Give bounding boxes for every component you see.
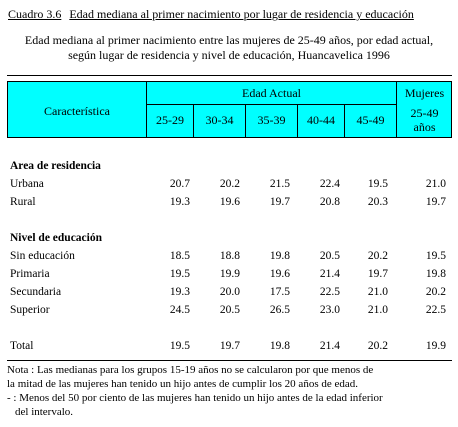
cell-30-34: 19.7 [219,340,240,352]
cell-mujeres: 20.2 [425,286,446,298]
table-notes [7,363,452,419]
row-label: Superior [10,304,50,316]
cell-45-49: 21.0 [367,304,388,316]
cell-45-49: 20.2 [367,340,388,352]
cell-40-44: 21.4 [319,268,340,280]
note-line-4: del intervalo. [15,406,74,418]
cell-45-49: 20.3 [367,196,388,208]
bottom-rule [7,360,452,361]
header-subrule [146,104,396,105]
table-row [0,176,458,192]
cell-mujeres: 19.9 [425,340,446,352]
row-label: Secundaria [10,286,62,298]
cell-45-49: 19.5 [367,178,388,190]
header-mujeres-range: 25-49 [410,106,439,120]
cell-30-34: 18.8 [219,250,240,262]
cell-40-44: 20.5 [319,250,340,262]
note-line-1: Nota : Las medianas para los grupos 15-19 años no se calcularon por que menos de [7,364,374,376]
header-age-30-34: 30-34 [205,113,234,127]
cell-25-29: 20.7 [169,178,190,190]
cell-45-49: 20.2 [367,250,388,262]
section-row [0,158,458,174]
cell-35-39: 19.8 [269,250,290,262]
cell-40-44: 22.5 [319,286,340,298]
table-row [0,248,458,264]
row-label: Urbana [10,178,44,190]
cell-40-44: 23.0 [319,304,340,316]
subtitle-line-2: según lugar de residencia y nivel de educación, Huancavelica 1996 [68,48,390,62]
header-mujeres-unit: años [413,120,436,134]
row-label: Sin educación [10,250,75,262]
cell-30-34: 20.5 [219,304,240,316]
section-label-residencia: Area de residencia [10,160,101,172]
table-header [7,81,452,138]
row-label: Rural [10,196,36,208]
cell-30-34: 20.0 [219,286,240,298]
header-mujeres: Mujeres [404,86,445,100]
cell-30-34: 20.2 [219,178,240,190]
top-rule [7,75,452,76]
cell-35-39: 19.7 [269,196,290,208]
cell-40-44: 20.8 [319,196,340,208]
table-number: Cuadro 3.6 [8,7,62,21]
note-line-3: - : Menos del 50 por ciento de las mujeres han tenido un hijo antes de la edad inferior [7,392,383,404]
cell-35-39: 19.6 [269,268,290,280]
cell-35-39: 17.5 [269,286,290,298]
header-age-25-29: 25-29 [156,113,184,127]
table-row [0,284,458,300]
header-age-45-49: 45-49 [356,113,385,127]
cell-30-34: 19.9 [219,268,240,280]
header-edad-actual: Edad Actual [242,86,301,100]
note-line-2: la mitad de las mujeres han tenido un hijo antes de cumplir los 20 años de edad. [7,378,358,390]
cell-45-49: 19.7 [367,268,388,280]
row-label: Total [10,340,34,352]
subtitle-line-1: Edad mediana al primer nacimiento entre las mujeres de 25-49 años, por edad actual, [24,33,434,47]
cell-25-29: 19.3 [169,196,190,208]
total-row [0,338,458,354]
cell-25-29: 24.5 [169,304,190,316]
cell-mujeres: 19.7 [425,196,446,208]
table-row [0,266,458,282]
row-label: Primaria [10,268,50,280]
header-age-35-39: 35-39 [257,113,286,127]
cell-35-39: 21.5 [269,178,290,190]
table-row [0,194,458,210]
cell-mujeres: 19.5 [425,250,446,262]
section-row [0,230,458,246]
cell-mujeres: 19.8 [425,268,446,280]
cell-mujeres: 22.5 [425,304,446,316]
cell-25-29: 19.3 [169,286,190,298]
table-subtitle [0,33,458,63]
table-title: Edad mediana al primer nacimiento por lugar de residencia y educación [69,7,414,21]
table-caption [8,7,448,21]
cell-25-29: 19.5 [169,340,190,352]
header-caracteristica: Característica [44,104,110,118]
table-row [0,302,458,318]
cell-35-39: 26.5 [269,304,290,316]
section-label-educacion: Nivel de educación [10,232,102,244]
cell-40-44: 21.4 [319,340,340,352]
cell-35-39: 19.8 [269,340,290,352]
cell-25-29: 18.5 [169,250,190,262]
cell-25-29: 19.5 [169,268,190,280]
cell-30-34: 19.6 [219,196,240,208]
cell-mujeres: 21.0 [425,178,446,190]
header-age-40-44: 40-44 [307,113,335,127]
cell-40-44: 22.4 [319,178,340,190]
cell-45-49: 21.0 [367,286,388,298]
